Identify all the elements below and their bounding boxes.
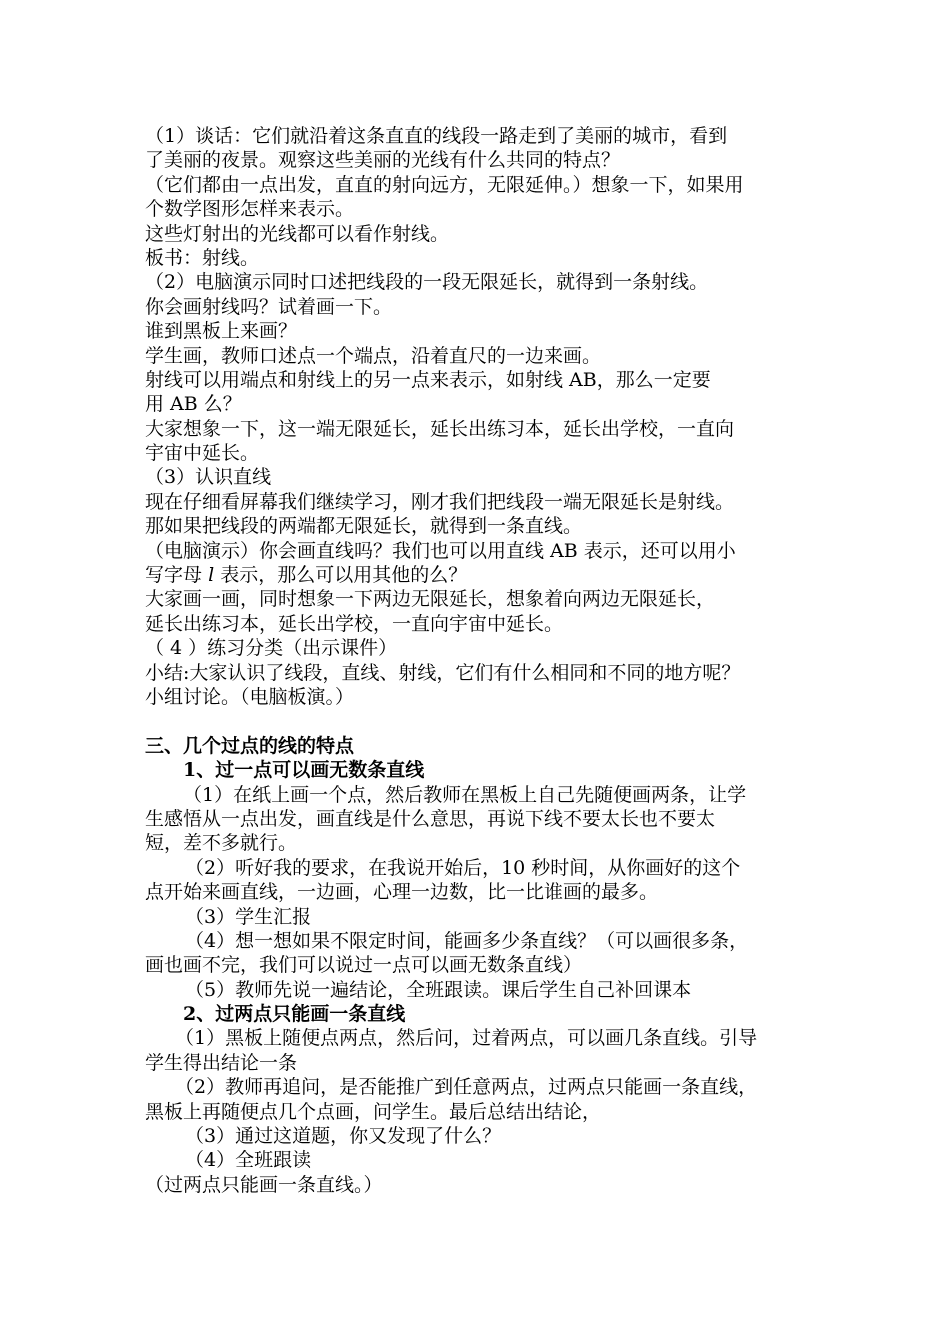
paragraph-line: 大家画一画，同时想象一下两边无限延长，想象着向两边无限延长， bbox=[145, 588, 716, 611]
text-span: 表示，那么可以用其他的么？ bbox=[220, 564, 468, 587]
paragraph-line: 个数学图形怎样来表示。 bbox=[145, 198, 355, 221]
paragraph-line: 大家想象一下，这一端无限延长，延长出练习本，延长出学校，一直向 bbox=[145, 417, 735, 440]
paragraph-line: 用 AB 么？ bbox=[145, 393, 242, 416]
subsection-heading: （3）认识直线 bbox=[145, 466, 272, 489]
paragraph-line: （电脑演示）你会画直线吗？我们也可以用直线 AB 表示，还可以用小 bbox=[145, 539, 736, 562]
paragraph-line: 谁到黑板上来画？ bbox=[145, 320, 298, 343]
paragraph-line: 板书：射线。 bbox=[145, 246, 260, 269]
paragraph-line: （4）全班跟读 bbox=[185, 1149, 312, 1172]
variable-l: l bbox=[208, 564, 215, 587]
paragraph-line: 画也画不完，我们可以说过一点可以画无数条直线） bbox=[145, 954, 583, 977]
paragraph-line: 延长出练习本，延长出学校，一直向宇宙中延长。 bbox=[145, 612, 564, 635]
paragraph-line: 点开始来画直线，一边画，心理一边数，比一比谁画的最多。 bbox=[145, 881, 659, 904]
paragraph-line: 你会画射线吗？试着画一下。 bbox=[145, 295, 393, 318]
subsection-heading: 2、过两点只能画一条直线 bbox=[183, 1003, 406, 1026]
paragraph-line: 短，差不多就行。 bbox=[145, 832, 298, 855]
paragraph-line: （5）教师先说一遍结论，全班跟读。课后学生自己补回课本 bbox=[185, 978, 692, 1001]
subsection-heading: （ 4 ）练习分类（出示课件） bbox=[145, 637, 398, 660]
document-body bbox=[145, 124, 830, 1197]
paragraph-line: 了美丽的夜景。观察这些美丽的光线有什么共同的特点？ bbox=[145, 149, 621, 172]
paragraph-line: 黑板上再随便点几个点画，问学生。最后总结出结论， bbox=[145, 1100, 602, 1123]
paragraph-line: 生感悟从一点出发，画直线是什么意思，再说下线不要太长也不要太 bbox=[145, 807, 716, 830]
paragraph-line: 射线可以用端点和射线上的另一点来表示，如射线 AB，那么一定要 bbox=[145, 368, 711, 391]
section-heading: 三、几个过点的线的特点 bbox=[145, 734, 355, 757]
text-span: 写字母 bbox=[145, 564, 203, 587]
paragraph-line: （2）教师再追问，是否能推广到任意两点，过两点只能画一条直线， bbox=[175, 1076, 758, 1099]
paragraph-line: 学生画，教师口述点一个端点，沿着直尺的一边来画。 bbox=[145, 344, 602, 367]
paragraph-line: 这些灯射出的光线都可以看作射线。 bbox=[145, 222, 450, 245]
paragraph-line: （3）学生汇报 bbox=[185, 905, 312, 928]
paragraph-line: （1）黑板上随便点两点，然后问，过着两点，可以画几条直线。引导 bbox=[175, 1027, 758, 1050]
paragraph-line: （它们都由一点出发，直直的射向远方，无限延伸。）想象一下，如果用 bbox=[145, 173, 744, 196]
subsection-heading: 1、过一点可以画无数条直线 bbox=[183, 759, 425, 782]
paragraph-line: （1）谈话：它们就沿着这条直直的线段一路走到了美丽的城市，看到 bbox=[145, 125, 728, 147]
paragraph-line: 宇宙中延长。 bbox=[145, 442, 260, 465]
paragraph-line: 小结:大家认识了线段，直线、射线，它们有什么相同和不同的地方呢？ bbox=[145, 661, 741, 684]
paragraph-line: （2）听好我的要求，在我说开始后，10 秒时间，从你画好的这个 bbox=[185, 856, 741, 879]
paragraph-line: 那如果把线段的两端都无限延长，就得到一条直线。 bbox=[145, 515, 583, 538]
paragraph-line: （4）想一想如果不限定时间，能画多少条直线？（可以画很多条， bbox=[185, 929, 749, 952]
paragraph-line: 小组讨论。（电脑板演。） bbox=[145, 685, 355, 708]
paragraph-line: 学生得出结论一条 bbox=[145, 1051, 298, 1074]
paragraph-line: （2）电脑演示同时口述把线段的一段无限延长，就得到一条射线。 bbox=[145, 271, 709, 294]
paragraph-line: （1）在纸上画一个点，然后教师在黑板上自己先随便画两条，让学 bbox=[183, 783, 747, 806]
blank-line bbox=[145, 709, 830, 733]
paragraph-line bbox=[145, 563, 830, 587]
paragraph-line: （过两点只能画一条直线。） bbox=[145, 1173, 383, 1196]
paragraph-line: （3）通过这道题，你又发现了什么？ bbox=[185, 1125, 502, 1148]
paragraph-line: 现在仔细看屏幕我们继续学习，刚才我们把线段一端无限延长是射线。 bbox=[145, 490, 735, 513]
